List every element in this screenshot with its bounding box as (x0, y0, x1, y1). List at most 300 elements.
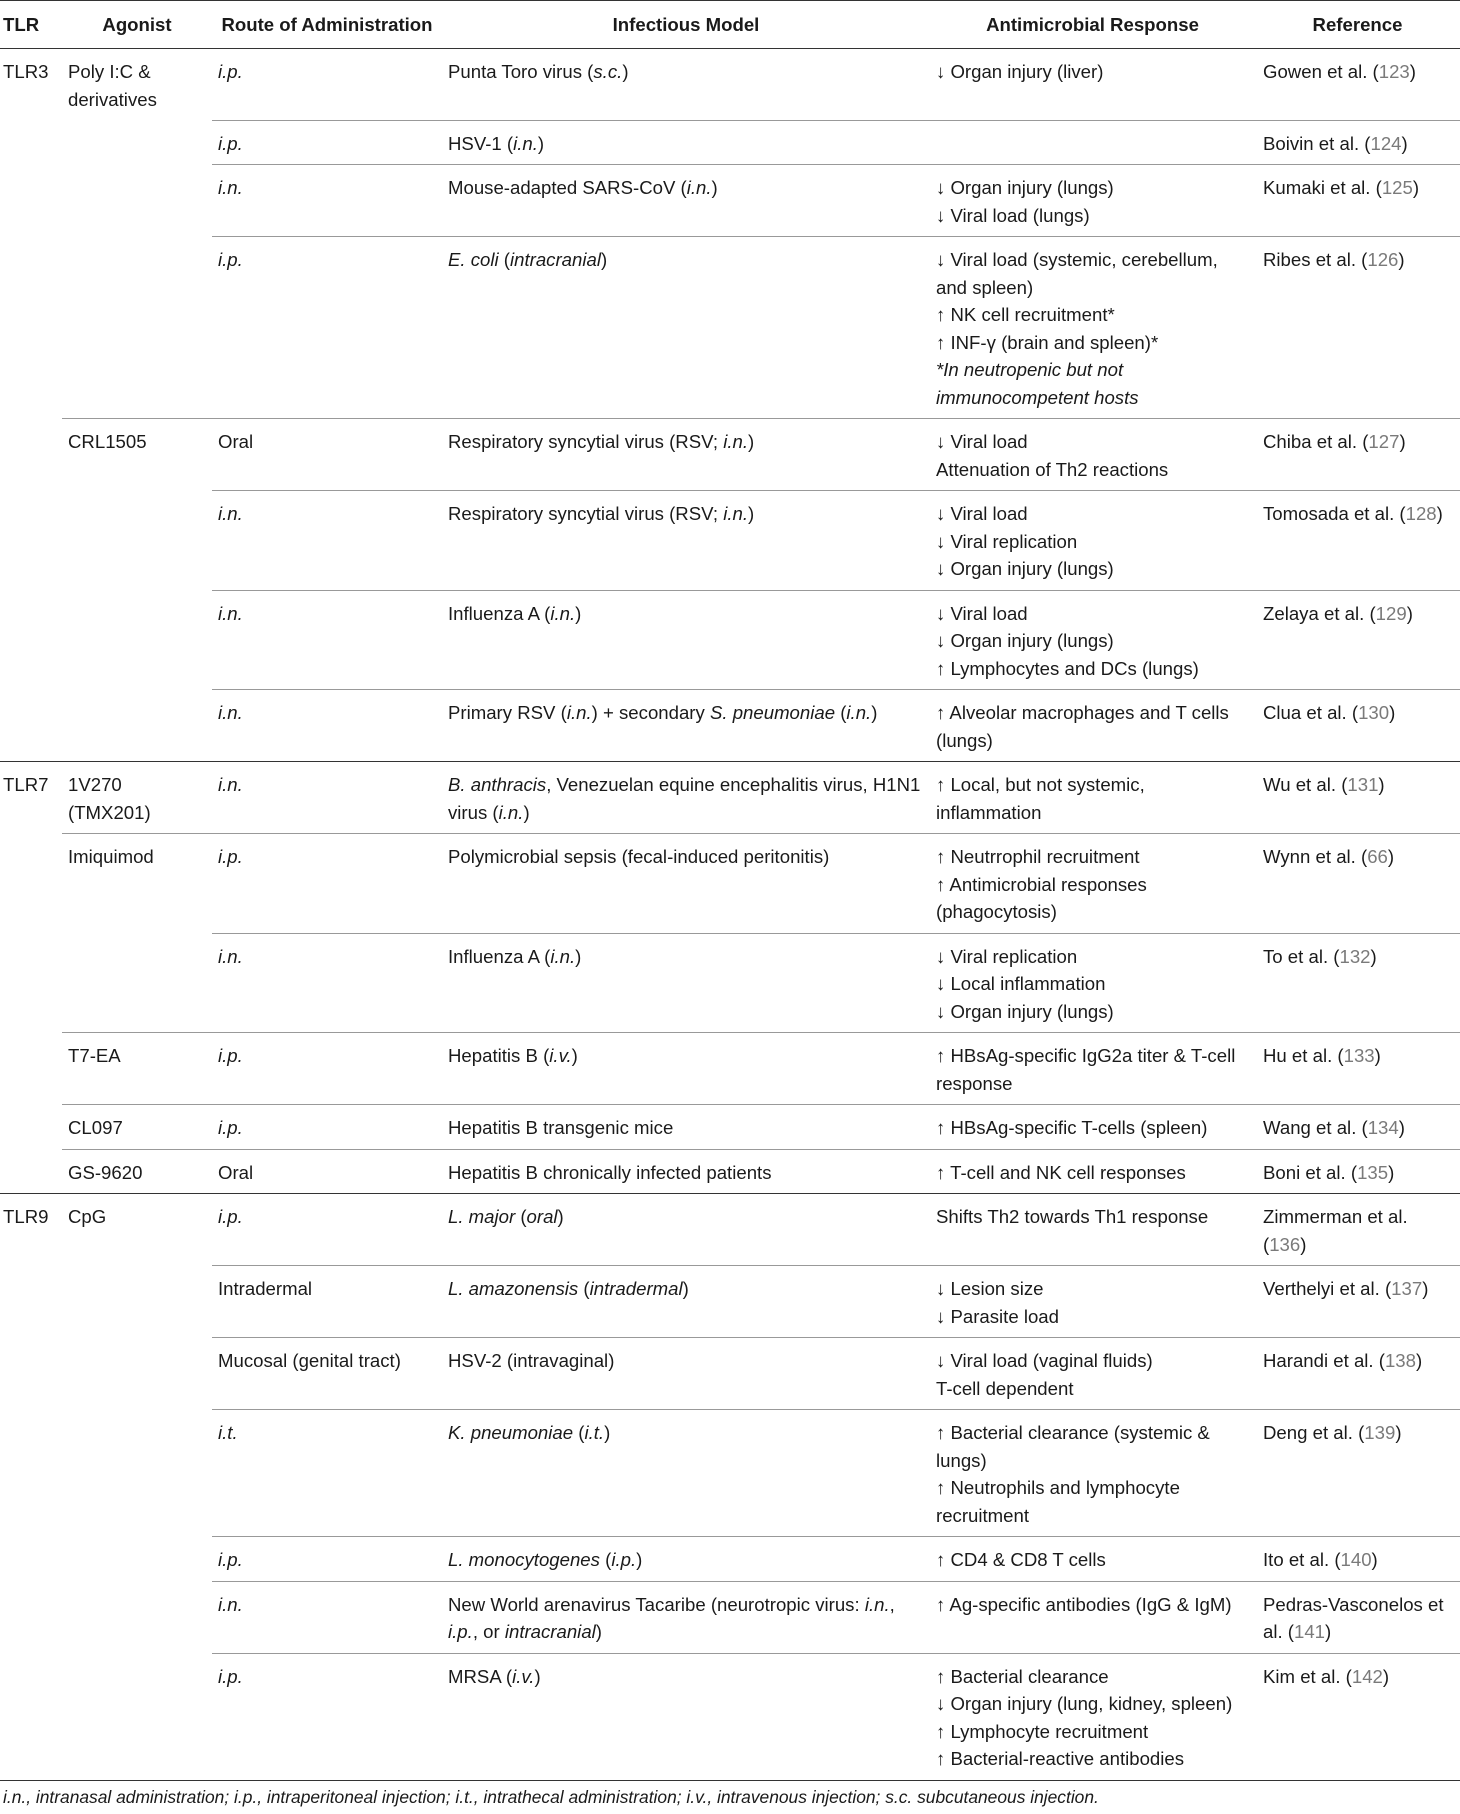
reference-close: ) (1415, 1350, 1423, 1371)
cell-reference (1255, 834, 1460, 934)
model-text: intracranial (504, 1621, 596, 1642)
response-line: ↑ HBsAg-specific IgG2a titer & T-cell response (936, 1045, 1236, 1094)
response-line: ↑ Antimicrobial responses (phagocytosis) (936, 873, 1147, 922)
model-text: ) (595, 1621, 602, 1642)
reference-close: ) (1412, 177, 1420, 198)
cell-model (442, 933, 930, 1033)
reference-authors: Zimmerman et al. ( (1263, 1206, 1408, 1255)
model-text: Influenza A ( (448, 945, 551, 967)
model-text: i.n. (550, 602, 576, 624)
citation-link[interactable]: 135 (1357, 1161, 1389, 1183)
citation-link[interactable]: 137 (1391, 1278, 1423, 1299)
cell-reference (1255, 1410, 1460, 1537)
cell-route (212, 834, 442, 934)
cell-model (442, 1410, 930, 1537)
route-label: Oral (218, 431, 254, 452)
model-text: i.n. (566, 702, 592, 723)
cell-reference (1255, 1266, 1460, 1338)
cell-tlr (0, 1537, 62, 1582)
cell-model (442, 491, 930, 591)
citation-link[interactable]: 140 (1340, 1549, 1372, 1570)
response-line: ↓ Viral load (vaginal fluids) (936, 1350, 1153, 1371)
model-text: E. coli (448, 249, 499, 270)
cell-model (442, 1149, 930, 1194)
response-line: ↓ Viral load (936, 503, 1028, 524)
citation-link[interactable]: 133 (1343, 1045, 1375, 1066)
cell-reference (1255, 1338, 1460, 1410)
route-label: Mucosal (genital tract) (218, 1350, 401, 1371)
table-row (0, 1194, 1460, 1266)
model-text: New World arenavirus Tacaribe (neurotropic virus: (448, 1593, 865, 1615)
route-label: i.n. (218, 1593, 243, 1615)
reference-close: ) (1409, 61, 1416, 82)
cell-tlr (0, 1149, 62, 1194)
agonist-label: 1V270 (TMX201) (68, 774, 151, 823)
citation-link[interactable]: 138 (1384, 1350, 1416, 1371)
table-footnote: i.n., intranasal administration; i.p., intraperitoneal injection; i.t., intrathecal administration; i.v., intravenous injection; s.c. subcutaneous injection. (3, 1786, 1099, 1807)
response-line: ↓ Organ injury (liver) (936, 61, 1104, 82)
reference-close: ) (1371, 1549, 1378, 1570)
citation-link[interactable]: 125 (1381, 177, 1413, 198)
cell-reference (1255, 165, 1460, 237)
cell-route (212, 1266, 442, 1338)
response-line: T-cell dependent (936, 1377, 1074, 1399)
reference-close: ) (1382, 1665, 1390, 1687)
table-row (0, 834, 1460, 934)
reference-authors: Kim et al. ( (1263, 1665, 1352, 1687)
table-row (0, 1338, 1460, 1410)
model-text: intradermal (589, 1278, 683, 1299)
reference-authors: To et al. ( (1263, 945, 1340, 967)
model-text: i.p. (611, 1549, 637, 1570)
cell-model (442, 1653, 930, 1780)
cell-route (212, 165, 442, 237)
model-text: , or (472, 1621, 505, 1642)
cell-route (212, 690, 442, 762)
route-label: i.n. (218, 177, 243, 198)
agonist-label: GS-9620 (68, 1161, 143, 1183)
response-line: ↑ Alveolar macrophages and T cells (lungs) (936, 702, 1229, 751)
table-row (0, 491, 1460, 591)
model-text: i.t. (584, 1422, 605, 1443)
route-label: i.p. (218, 1206, 243, 1227)
citation-link[interactable]: 136 (1269, 1233, 1301, 1255)
response-line: ↑ Bacterial clearance (systemic & lungs) (936, 1422, 1210, 1471)
cell-model (442, 1266, 930, 1338)
route-label: i.p. (218, 1117, 243, 1138)
response-line: ↓ Organ injury (lung, kidney, spleen) (936, 1693, 1233, 1714)
route-label: i.p. (218, 132, 243, 154)
cell-tlr (0, 1338, 62, 1410)
model-text: i.v. (549, 1045, 572, 1066)
model-text: ) (575, 602, 582, 624)
citation-link[interactable]: 128 (1405, 503, 1437, 524)
route-label: Oral (218, 1161, 254, 1183)
response-line: ↓ Organ injury (lungs) (936, 630, 1114, 651)
reference-authors: Harandi et al. ( (1263, 1350, 1385, 1371)
model-text: i.n. (686, 177, 712, 198)
reference-authors: Wang et al. ( (1263, 1117, 1368, 1138)
route-label: i.n. (218, 602, 243, 624)
cell-route (212, 590, 442, 690)
cell-response (930, 1410, 1255, 1537)
header-model: Infectious Model (442, 1, 930, 49)
cell-reference (1255, 1149, 1460, 1194)
response-line: ↓ Local inflammation (936, 973, 1106, 994)
cell-route (212, 1410, 442, 1537)
model-text: B. anthracis (448, 774, 547, 795)
response-line: ↑ HBsAg-specific T-cells (spleen) (936, 1117, 1208, 1138)
model-text: ( (515, 1206, 527, 1227)
table-row (0, 49, 1460, 121)
model-text: Respiratory syncytial virus (RSV; (448, 431, 724, 452)
header-tlr: TLR (0, 1, 62, 49)
table-row (0, 933, 1460, 1033)
model-text: ( (835, 702, 847, 723)
cell-reference (1255, 49, 1460, 121)
cell-response (930, 590, 1255, 690)
cell-response (930, 491, 1255, 591)
reference-authors: Boivin et al. ( (1263, 132, 1371, 154)
cell-agonist (62, 1149, 212, 1194)
cell-tlr (0, 834, 62, 934)
header-reference: Reference (1255, 1, 1460, 49)
agonist-label: Imiquimod (68, 846, 154, 867)
cell-route (212, 1653, 442, 1780)
response-line: ↑ Neutrophils and lymphocyte recruitment (936, 1477, 1180, 1526)
cell-response (930, 1537, 1255, 1582)
model-text: K. pneumoniae (448, 1422, 574, 1443)
route-label: i.p. (218, 1665, 243, 1687)
response-line: ↓ Viral load (936, 431, 1028, 452)
cell-model (442, 1581, 930, 1653)
model-text: ) (600, 249, 608, 270)
route-label: i.p. (218, 1045, 243, 1066)
model-text: , Venezuelan equine encephalitis virus, H1N1 virus ( (448, 774, 921, 823)
response-line: ↑ Lymphocytes and DCs (lungs) (936, 657, 1199, 679)
cell-reference (1255, 491, 1460, 591)
cell-reference (1255, 1653, 1460, 1780)
cell-response (930, 49, 1255, 121)
reference-authors: Tomosada et al. ( (1263, 503, 1406, 524)
cell-model (442, 120, 930, 165)
reference-close: ) (1389, 702, 1396, 723)
model-text: i.n. (723, 431, 748, 452)
reference-close: ) (1398, 1117, 1405, 1138)
citation-link[interactable]: 123 (1378, 61, 1410, 82)
reference-close: ) (1325, 1621, 1332, 1642)
model-text: ) (534, 1665, 541, 1687)
cell-route (212, 1581, 442, 1653)
response-line: ↓ Organ injury (lungs) (936, 177, 1114, 198)
table-row (0, 1410, 1460, 1537)
table-row (0, 120, 1460, 165)
cell-tlr (0, 49, 62, 121)
cell-response (930, 419, 1255, 491)
citation-link[interactable]: 131 (1347, 774, 1379, 795)
cell-tlr (0, 590, 62, 690)
cell-agonist (62, 1653, 212, 1780)
response-line: ↑ Neutrrophil recruitment (936, 846, 1140, 867)
response-line: ↓ Viral load (936, 602, 1028, 624)
model-text: Influenza A ( (448, 602, 551, 624)
cell-response (930, 1105, 1255, 1150)
model-text: L. amazonensis (448, 1278, 579, 1299)
model-text: ( (599, 1549, 612, 1570)
cell-tlr (0, 1410, 62, 1537)
model-text: ) (575, 945, 582, 967)
cell-route (212, 120, 442, 165)
response-line: Shifts Th2 towards Th1 response (936, 1206, 1209, 1227)
model-text: s.c. (593, 61, 623, 82)
cell-agonist (62, 120, 212, 165)
cell-agonist (62, 491, 212, 591)
cell-response (930, 1338, 1255, 1410)
cell-response (930, 1033, 1255, 1105)
cell-tlr (0, 1581, 62, 1653)
response-line: ↑ Lymphocyte recruitment (936, 1720, 1149, 1742)
route-label: i.p. (218, 61, 243, 82)
response-line: ↓ Viral load (systemic, cerebellum, and spleen) (936, 249, 1218, 298)
model-text: i.n. (864, 1593, 890, 1615)
header-response: Antimicrobial Response (930, 1, 1255, 49)
model-text: ) (682, 1278, 689, 1299)
model-text: HSV-1 ( (448, 132, 514, 154)
response-line: ↑ Ag-specific antibodies (IgG & IgM) (936, 1593, 1232, 1615)
cell-tlr (0, 237, 62, 419)
cell-response (930, 933, 1255, 1033)
citation-link[interactable]: 127 (1368, 431, 1400, 452)
table-row (0, 1033, 1460, 1105)
header-row (0, 1, 1460, 49)
citation-link[interactable]: 130 (1358, 702, 1390, 723)
model-text: intracranial (510, 249, 601, 270)
cell-response (930, 120, 1255, 165)
cell-reference (1255, 1194, 1460, 1266)
cell-route (212, 762, 442, 834)
cell-agonist (62, 762, 212, 834)
cell-agonist (62, 1581, 212, 1653)
cell-route (212, 1338, 442, 1410)
cell-agonist (62, 419, 212, 491)
citation-link[interactable]: 134 (1367, 1117, 1399, 1138)
cell-tlr (0, 933, 62, 1033)
model-text: ) (636, 1549, 643, 1570)
route-label: Intradermal (218, 1278, 313, 1299)
table-row (0, 1653, 1460, 1780)
model-text: ) (711, 177, 718, 198)
response-line: ↑ Local, but not systemic, inflammation (936, 774, 1145, 823)
reference-authors: Gowen et al. ( (1263, 61, 1379, 82)
reference-authors: Ribes et al. ( (1263, 249, 1368, 270)
response-line: ↓ Viral replication (936, 530, 1078, 552)
cell-reference (1255, 762, 1460, 834)
cell-model (442, 419, 930, 491)
cell-agonist (62, 1537, 212, 1582)
cell-model (442, 590, 930, 690)
model-text: ) (871, 702, 878, 723)
model-text: ) (571, 1045, 578, 1066)
table-body (0, 49, 1460, 1781)
citation-link[interactable]: 66 (1367, 846, 1388, 867)
cell-tlr (0, 1033, 62, 1105)
response-line: ↓ Organ injury (lungs) (936, 558, 1114, 579)
route-label: i.n. (218, 774, 243, 795)
cell-reference (1255, 690, 1460, 762)
citation-link[interactable]: 129 (1375, 602, 1407, 624)
cell-model (442, 834, 930, 934)
cell-route (212, 419, 442, 491)
cell-agonist (62, 1194, 212, 1266)
reference-close: ) (1399, 431, 1406, 452)
table-row (0, 762, 1460, 834)
response-line: ↑ INF-γ (brain and spleen)* (936, 331, 1159, 353)
reference-close: ) (1395, 1422, 1402, 1443)
response-line: ↑ T-cell and NK cell responses (936, 1161, 1186, 1183)
model-text: L. major (448, 1206, 516, 1227)
cell-response (930, 690, 1255, 762)
route-label: i.p. (218, 1549, 243, 1570)
agonist-label: CL097 (68, 1117, 123, 1138)
citation-link[interactable]: 126 (1367, 249, 1399, 270)
reference-authors: Deng et al. ( (1263, 1422, 1365, 1443)
cell-agonist (62, 834, 212, 934)
model-text: Hepatitis B chronically infected patients (448, 1161, 772, 1183)
model-text: Respiratory syncytial virus (RSV; (448, 503, 724, 524)
table-row (0, 165, 1460, 237)
reference-close: ) (1422, 1278, 1429, 1299)
reference-close: ) (1401, 132, 1408, 154)
cell-route (212, 491, 442, 591)
model-text: Primary RSV ( (448, 702, 567, 723)
model-text: ( (498, 249, 510, 270)
cell-model (442, 49, 930, 121)
response-line: ↓ Parasite load (936, 1305, 1059, 1327)
cell-tlr (0, 419, 62, 491)
table-row (0, 690, 1460, 762)
reference-close: ) (1378, 774, 1385, 795)
cell-reference (1255, 419, 1460, 491)
cell-model (442, 690, 930, 762)
cell-route (212, 1149, 442, 1194)
cell-tlr (0, 1194, 62, 1266)
route-label: i.n. (218, 503, 243, 524)
model-text: i.n. (846, 702, 872, 723)
reference-authors: Boni et al. ( (1263, 1161, 1358, 1183)
cell-model (442, 762, 930, 834)
model-text: ) (537, 132, 545, 154)
model-text: i.n. (723, 503, 748, 524)
cell-agonist (62, 1033, 212, 1105)
citation-link[interactable]: 142 (1351, 1665, 1383, 1687)
cell-tlr (0, 491, 62, 591)
cell-response (930, 1266, 1255, 1338)
model-text: ) (523, 801, 530, 823)
cell-response (930, 834, 1255, 934)
response-note: *In neutropenic but not immunocompetent hosts (936, 359, 1139, 408)
cell-model (442, 1338, 930, 1410)
table-row (0, 1537, 1460, 1582)
tlr-label: TLR9 (3, 1206, 49, 1227)
reference-authors: Kumaki et al. ( (1263, 177, 1382, 198)
response-line: ↓ Viral replication (936, 945, 1078, 967)
reference-authors: Zelaya et al. ( (1263, 602, 1376, 624)
model-text: Mouse-adapted SARS-CoV ( (448, 177, 687, 198)
cell-route (212, 237, 442, 419)
cell-agonist (62, 1338, 212, 1410)
reference-close: ) (1436, 503, 1443, 524)
citation-link[interactable]: 141 (1294, 1621, 1326, 1642)
cell-reference (1255, 120, 1460, 165)
reference-close: ) (1370, 945, 1377, 967)
cell-agonist (62, 1105, 212, 1150)
cell-response (930, 1653, 1255, 1780)
agonist-label: CpG (68, 1206, 107, 1227)
cell-route (212, 1105, 442, 1150)
reference-close: ) (1398, 249, 1405, 270)
model-text: Polymicrobial sepsis (fecal-induced peritonitis) (448, 846, 830, 867)
model-text: ) (557, 1206, 564, 1227)
citation-link[interactable]: 124 (1370, 132, 1402, 154)
agonist-label: Poly I:C & derivatives (68, 61, 157, 110)
cell-response (930, 237, 1255, 419)
model-text: , (889, 1593, 895, 1615)
cell-model (442, 1033, 930, 1105)
reference-close: ) (1406, 602, 1413, 624)
model-text: i.p. (448, 1621, 473, 1642)
citation-link[interactable]: 139 (1364, 1422, 1396, 1443)
model-text: i.n. (513, 132, 538, 154)
cell-route (212, 933, 442, 1033)
cell-response (930, 762, 1255, 834)
model-text: i.v. (512, 1665, 535, 1687)
model-text: HSV-2 (intravaginal) (448, 1350, 615, 1371)
citation-link[interactable]: 132 (1339, 945, 1371, 967)
response-line: ↑ CD4 & CD8 T cells (936, 1549, 1106, 1570)
cell-reference (1255, 1581, 1460, 1653)
cell-response (930, 1194, 1255, 1266)
model-text: ( (578, 1278, 590, 1299)
route-label: i.n. (218, 702, 243, 723)
model-text: Punta Toro virus ( (448, 61, 594, 82)
table-row (0, 1105, 1460, 1150)
cell-agonist (62, 165, 212, 237)
table-row (0, 1581, 1460, 1653)
reference-authors: Clua et al. ( (1263, 702, 1359, 723)
model-text: oral (526, 1206, 558, 1227)
model-text: ) (622, 61, 629, 82)
cell-tlr (0, 1653, 62, 1780)
cell-model (442, 237, 930, 419)
model-text: ( (573, 1422, 585, 1443)
model-text: i.n. (550, 945, 576, 967)
reference-authors: Wynn et al. ( (1263, 846, 1368, 867)
table-row (0, 590, 1460, 690)
cell-response (930, 1149, 1255, 1194)
agonist-label: T7-EA (68, 1045, 121, 1066)
agonist-label: CRL1505 (68, 431, 147, 452)
table-row (0, 1149, 1460, 1194)
model-text: Hepatitis B ( (448, 1045, 550, 1066)
cell-reference (1255, 1033, 1460, 1105)
response-line: ↑ Bacterial clearance (936, 1665, 1109, 1687)
route-label: i.p. (218, 846, 243, 867)
cell-model (442, 165, 930, 237)
cell-route (212, 1194, 442, 1266)
cell-agonist (62, 237, 212, 419)
route-label: i.n. (218, 945, 243, 967)
cell-agonist (62, 49, 212, 121)
